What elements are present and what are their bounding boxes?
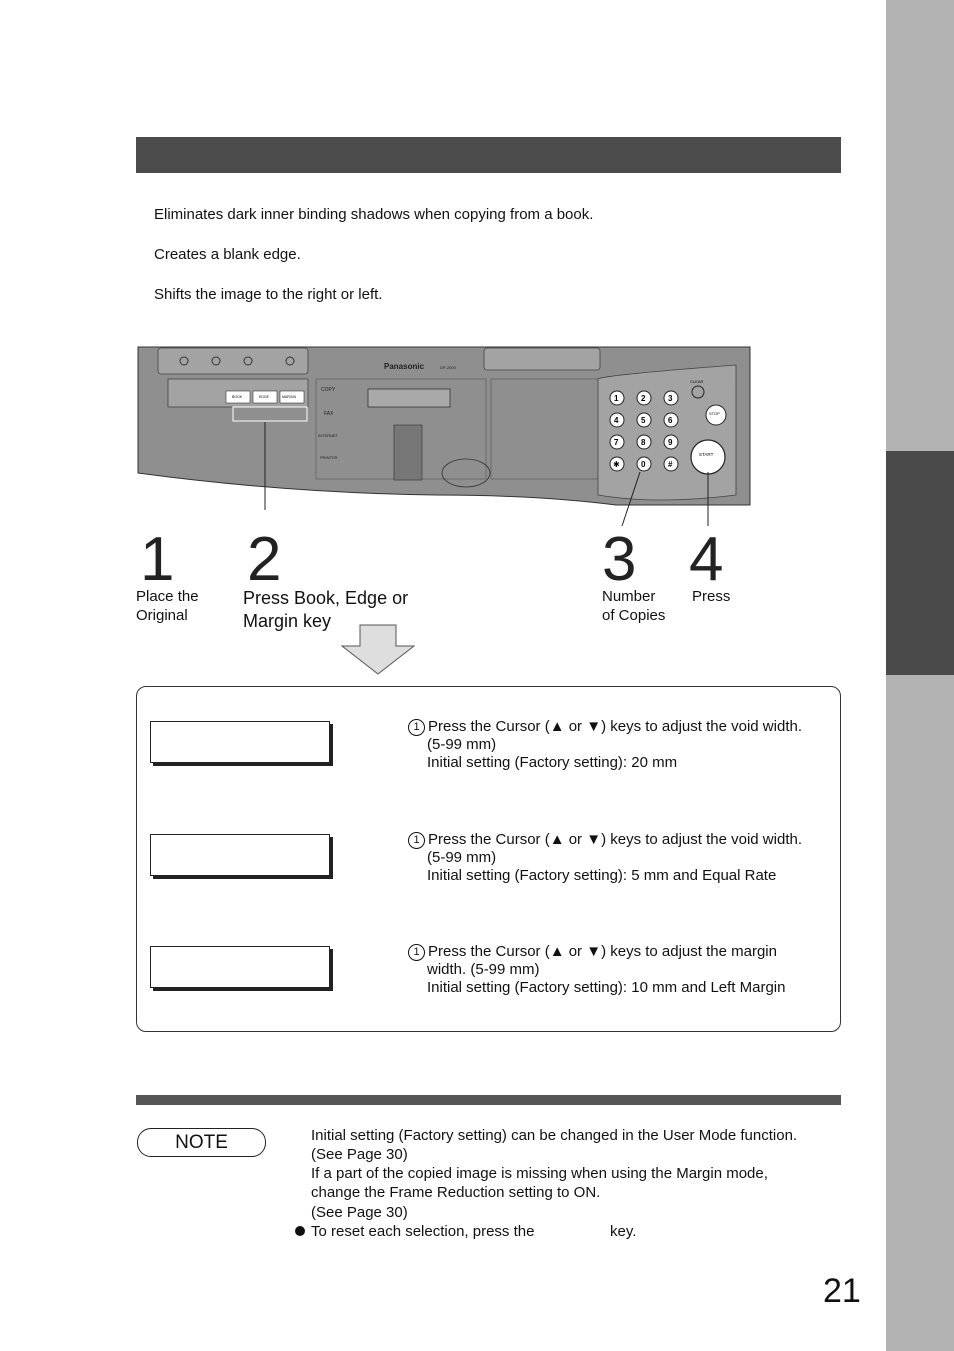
step-4-label-line: Press (692, 588, 731, 605)
note-line: Initial setting (Factory setting) can be changed in the User Mode function. (311, 1127, 798, 1144)
option-line: Initial setting (Factory setting): 5 mm and Equal Rate (427, 866, 777, 884)
note-divider-bar (136, 1095, 841, 1105)
keypad-label: ✱ (613, 460, 620, 469)
lcd-screen-edge (150, 834, 330, 876)
step-2-number: 2 (247, 525, 282, 594)
book-description: Eliminates dark inner binding shadows when copying from a book. (154, 206, 594, 223)
edge-option-instructions (408, 831, 833, 884)
step-3-label-line: of Copies (602, 607, 666, 624)
copier-icon (394, 425, 422, 480)
printer-mode-label: PRINTER (320, 455, 338, 460)
lcd-screen-margin (150, 946, 330, 988)
side-strip (886, 0, 954, 1351)
step-marker: 1 (408, 944, 425, 961)
option-line: Initial setting (Factory setting): 10 mm and Left Margin (427, 978, 786, 996)
step-marker: 1 (408, 832, 425, 849)
copy-mode-label: COPY (321, 387, 336, 393)
step-4-label (692, 587, 730, 606)
lcd-screen-book (150, 721, 330, 763)
book-key-label: BOOK (232, 395, 243, 399)
step-3-number: 3 (602, 525, 637, 594)
keypad-label: 3 (668, 394, 673, 403)
step-2-label-line: Press Book, Edge or (243, 588, 409, 608)
step-1-label (136, 587, 199, 625)
note-line: If a part of the copied image is missing when using the Margin mode, (311, 1165, 768, 1182)
mode-button-group (484, 348, 600, 370)
option-line: Press the Cursor (▲ or ▼) keys to adjust the void width. (428, 718, 802, 735)
option-line: (5-99 mm) (427, 848, 497, 866)
option-line: Press the Cursor (▲ or ▼) keys to adjust the margin (428, 943, 777, 960)
chapter-tab (886, 451, 954, 675)
page-number: 21 (823, 1272, 861, 1310)
edge-description: Creates a blank edge. (154, 246, 301, 263)
option-line: width. (5-99 mm) (427, 960, 540, 978)
keypad-label: 4 (614, 416, 619, 425)
lcd-display (368, 389, 450, 407)
step-3-label-line: Number (602, 588, 656, 605)
clear-key-label: CLEAR (690, 379, 704, 384)
option-line: (5-99 mm) (427, 735, 497, 753)
keypad-label: 8 (641, 438, 646, 447)
panel-brand: Panasonic (384, 362, 425, 371)
keypad-label: 1 (614, 394, 619, 403)
step-marker: 1 (408, 719, 425, 736)
step-1-number: 1 (140, 525, 175, 594)
note-label: NOTE (137, 1128, 266, 1157)
keypad-label: 0 (641, 460, 646, 469)
keypad-label: 9 (668, 438, 673, 447)
step-1-label-line: Place the (136, 588, 199, 605)
step-4-number: 4 (689, 525, 724, 594)
note-bullet-suffix: key. (610, 1223, 637, 1240)
internet-mode-label: INTERNET (318, 433, 338, 438)
start-key (691, 440, 725, 474)
step-3-label (602, 587, 665, 625)
keypad-label: # (668, 460, 673, 469)
step-pointer-lines (600, 470, 720, 530)
margin-description: Shifts the image to the right or left. (154, 286, 383, 303)
keypad-label: 5 (641, 416, 646, 425)
note-line: change the Frame Reduction setting to ON. (311, 1184, 601, 1201)
option-line: Press the Cursor (▲ or ▼) keys to adjust the void width. (428, 831, 802, 848)
note-line: (See Page 30) (311, 1146, 408, 1163)
start-key-label: START (699, 452, 714, 457)
margin-option-instructions (408, 943, 833, 996)
bullet-icon (295, 1226, 305, 1236)
stop-key-label: STOP (709, 411, 720, 416)
step-1-label-line: Original (136, 607, 188, 624)
edge-key-label: EDGE (259, 395, 269, 399)
note-bullet-text: To reset each selection, press the (311, 1223, 535, 1240)
keypad-label: 6 (668, 416, 673, 425)
keypad-label: 2 (641, 394, 646, 403)
option-line: Initial setting (Factory setting): 20 mm (427, 753, 678, 771)
note-line: (See Page 30) (311, 1204, 408, 1221)
panel-model: DP-2000 (440, 365, 456, 370)
fax-mode-label: FAX (324, 411, 334, 417)
margin-key-label: MARGIN (282, 395, 296, 399)
book-option-instructions (408, 718, 833, 771)
down-arrow-icon (340, 624, 416, 676)
section-header-bar (136, 137, 841, 173)
step-2-label-line: Margin key (243, 611, 332, 631)
keypad-label: 7 (614, 438, 619, 447)
